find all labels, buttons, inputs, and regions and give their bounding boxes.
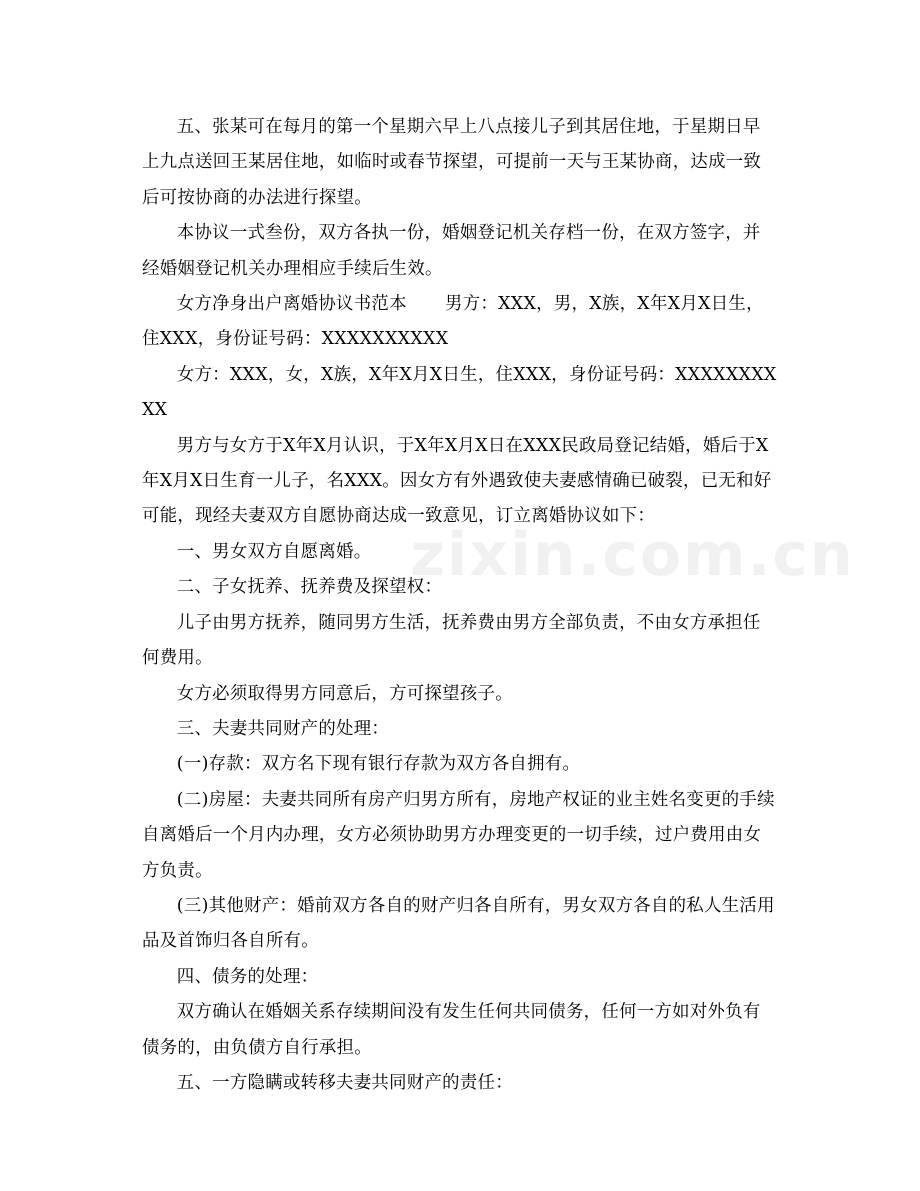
paragraph-marriage-background: 男方与女方于X年X月认识，于X年X月X日在XXX民政局登记结婚，婚后于X年X月X日生育一儿子，名XXX。因女方有外遇致使夫妻感情确已破裂，已无和好可能，现经夫妻双方自愿协商达成一致意见，订立离婚协议如下： — [142, 435, 772, 527]
watermark: zixin.com.cn — [410, 520, 855, 590]
paragraph-copies-effectiveness: 本协议一式叁份，双方各执一份，婚姻登记机关存档一份，在双方签字，并经婚姻登记机关办理相应手续后生效。 — [142, 223, 761, 279]
clause-3-other-property: (三)其他财产：婚前双方各自的财产归各自所有，男女双方各自的私人生活用品及首饰归各自所有。 — [142, 895, 775, 952]
clause-3-house: (二)房屋：夫妻共同所有房产归男方所有，房地产权证的业主姓名变更的手续自离婚后一个月内办理，女方必须协助男方办理变更的一切手续，过户费用由女方负责。 — [142, 789, 775, 881]
template-title: 女方净身出户离婚协议书范本 — [176, 294, 407, 315]
clause-4-debts: 双方确认在婚姻关系存续期间没有发生任何共同债务，任何一方如对外负有债务的，由负债方自行承担。 — [142, 1002, 761, 1058]
clause-2-visitation: 女方必须取得男方同意后，方可探望孩子。 — [176, 683, 513, 704]
paragraph-visitation-schedule: 五、张某可在每月的第一个星期六早上八点接儿子到其居住地，于星期日早上九点送回王某居住地，如临时或春节探望，可提前一天与王某协商，达成一致后可按协商的办法进行探望。 — [142, 117, 762, 208]
clause-2-custody: 儿子由男方抚养，随同男方生活，抚养费由男方全部负责，不由女方承担任何费用。 — [142, 612, 761, 669]
document-body — [142, 110, 778, 1101]
clause-3-heading: 三、夫妻共同财产的处理： — [176, 718, 390, 739]
husband-info: 男方：XXX，男，X族，X年X月X日生，住XXX，身份证号码：XXXXXXXXXX — [142, 294, 764, 350]
clause-4-heading: 四、债务的处理： — [176, 966, 319, 987]
clause-3-deposits: (一)存款：双方名下现有银行存款为双方各自拥有。 — [176, 754, 581, 775]
clause-1-divorce: 一、男女双方自愿离婚。 — [176, 541, 372, 562]
paragraph-title-and-husband — [142, 287, 778, 358]
paragraph-wife-info: 女方：XXX，女，X族，X年X月X日生，住XXX，身份证号码：XXXXXXXXXX — [142, 364, 777, 421]
clause-5-heading: 五、一方隐瞒或转移夫妻共同财产的责任： — [176, 1072, 513, 1093]
clause-2-heading: 二、子女抚养、抚养费及探望权： — [176, 577, 443, 598]
